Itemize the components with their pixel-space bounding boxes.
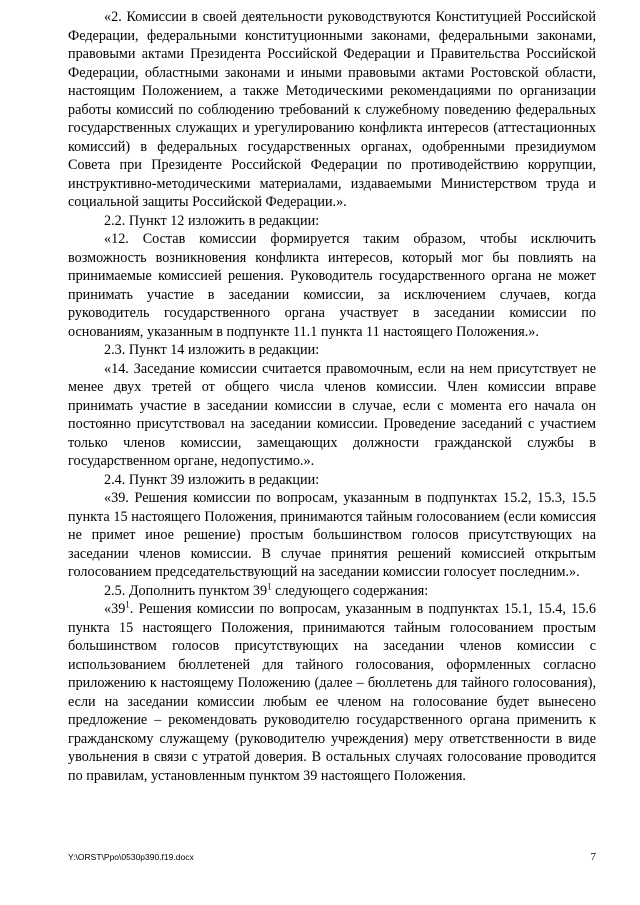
document-body: [68, 8, 596, 785]
text-segment: «39: [104, 601, 126, 617]
paragraph-amend-point-12: 2.2. Пункт 12 изложить в редакции:: [104, 212, 320, 229]
superscript: 1: [125, 599, 130, 610]
text-segment: . Решения комиссии по вопросам, указанным в подпунктах 15.1, 15.4, 15.6 пункта 15 настоящего Положения, принимаются тайным голосованием простым большинством голосов присутствующих на заседании членов комиссии с использованием бюллетеней для тайного голосования, оформленных согласно приложению к настоящему Положению (далее – бюллетень для тайного голосования), если на заседании комиссии любым ее членом на голосование будет вынесено предложение – рекомендовать руководителю государственного органа применить к гражданскому служащему (руководителю учреждения) меру ответственности в виде увольнения в связи с утратой доверия. В остальных случаях голосование проводится по правилам, установленным пунктом 39 настоящего Положения.: [68, 601, 596, 784]
text-segment: следующего содержания:: [271, 582, 429, 599]
paragraph-item-39: «39. Решения комиссии по вопросам, указанным в подпунктах 15.2, 15.3, 15.5 пункта 15 настоящего Положения, принимаются тайным голосованием (если комиссия не примет иное решение) простым большинством голосов присутствующих на заседании членов комиссии. В случае принятия решений комиссией открытым голосованием председательствующий на заседании комиссии голосует последним.».: [68, 490, 596, 580]
paragraph-add-point-39-1: [68, 582, 596, 601]
paragraph-amend-point-14: 2.3. Пункт 14 изложить в редакции:: [104, 342, 320, 358]
paragraph-item-39-1: [68, 600, 596, 785]
paragraph-item-2: «2. Комиссии в своей деятельности руководствуются Конституцией Российской Федерации, федеральными конституционными законами, федеральными законами, правовыми актами Президента Российской Федерации и Правительства Российской Федерации, областными законами и иными правовыми актами Ростовской области, настоящим Положением, а также Методическими рекомендациями по организации работы комиссий по соблюдению требований к служебному поведению федеральных государственных служащих и урегулированию конфликта интересов (аттестационных комиссий) в федеральных государственных органах, одобренными президиумом Совета при Президенте Российской Федерации по противодействию коррупции, инструктивно-методическими материалами, издаваемыми Министерством труда и социальной защиты Российской Федерации.».: [68, 9, 596, 210]
page-number: 7: [590, 851, 596, 863]
paragraph-item-14: «14. Заседание комиссии считается правомочным, если на нем присутствует не менее двух третей от общего числа членов комиссии. Член комиссии вправе принимать участие в заседании комиссии в случае, если с момента его начала он постоянно присутствовал на заседании комиссии. Проведение заседаний с участием только членов комиссии, замещающих должности гражданской службы в государственном органе, недопустимо.».: [68, 360, 596, 469]
paragraph-amend-point-39: 2.4. Пункт 39 изложить в редакции:: [104, 471, 320, 488]
file-path: Y:\ORST\Ppo\0530p390.f19.docx: [68, 852, 194, 862]
paragraph-item-12: «12. Состав комиссии формируется таким образом, чтобы исключить возможность возникновения конфликта интересов, который мог бы повлиять на принимаемые комиссией решения. Руководитель государственного органа не может принимать участие в заседании комиссии, за исключением случаев, когда руководитель государственного органа участвует в заседании комиссии по основаниям, указанным в подпункте 11.1 пункта 11 настоящего Положения.».: [68, 231, 596, 340]
superscript: 1: [267, 580, 272, 591]
text-segment: 2.5. Дополнить пунктом 39: [104, 582, 268, 599]
